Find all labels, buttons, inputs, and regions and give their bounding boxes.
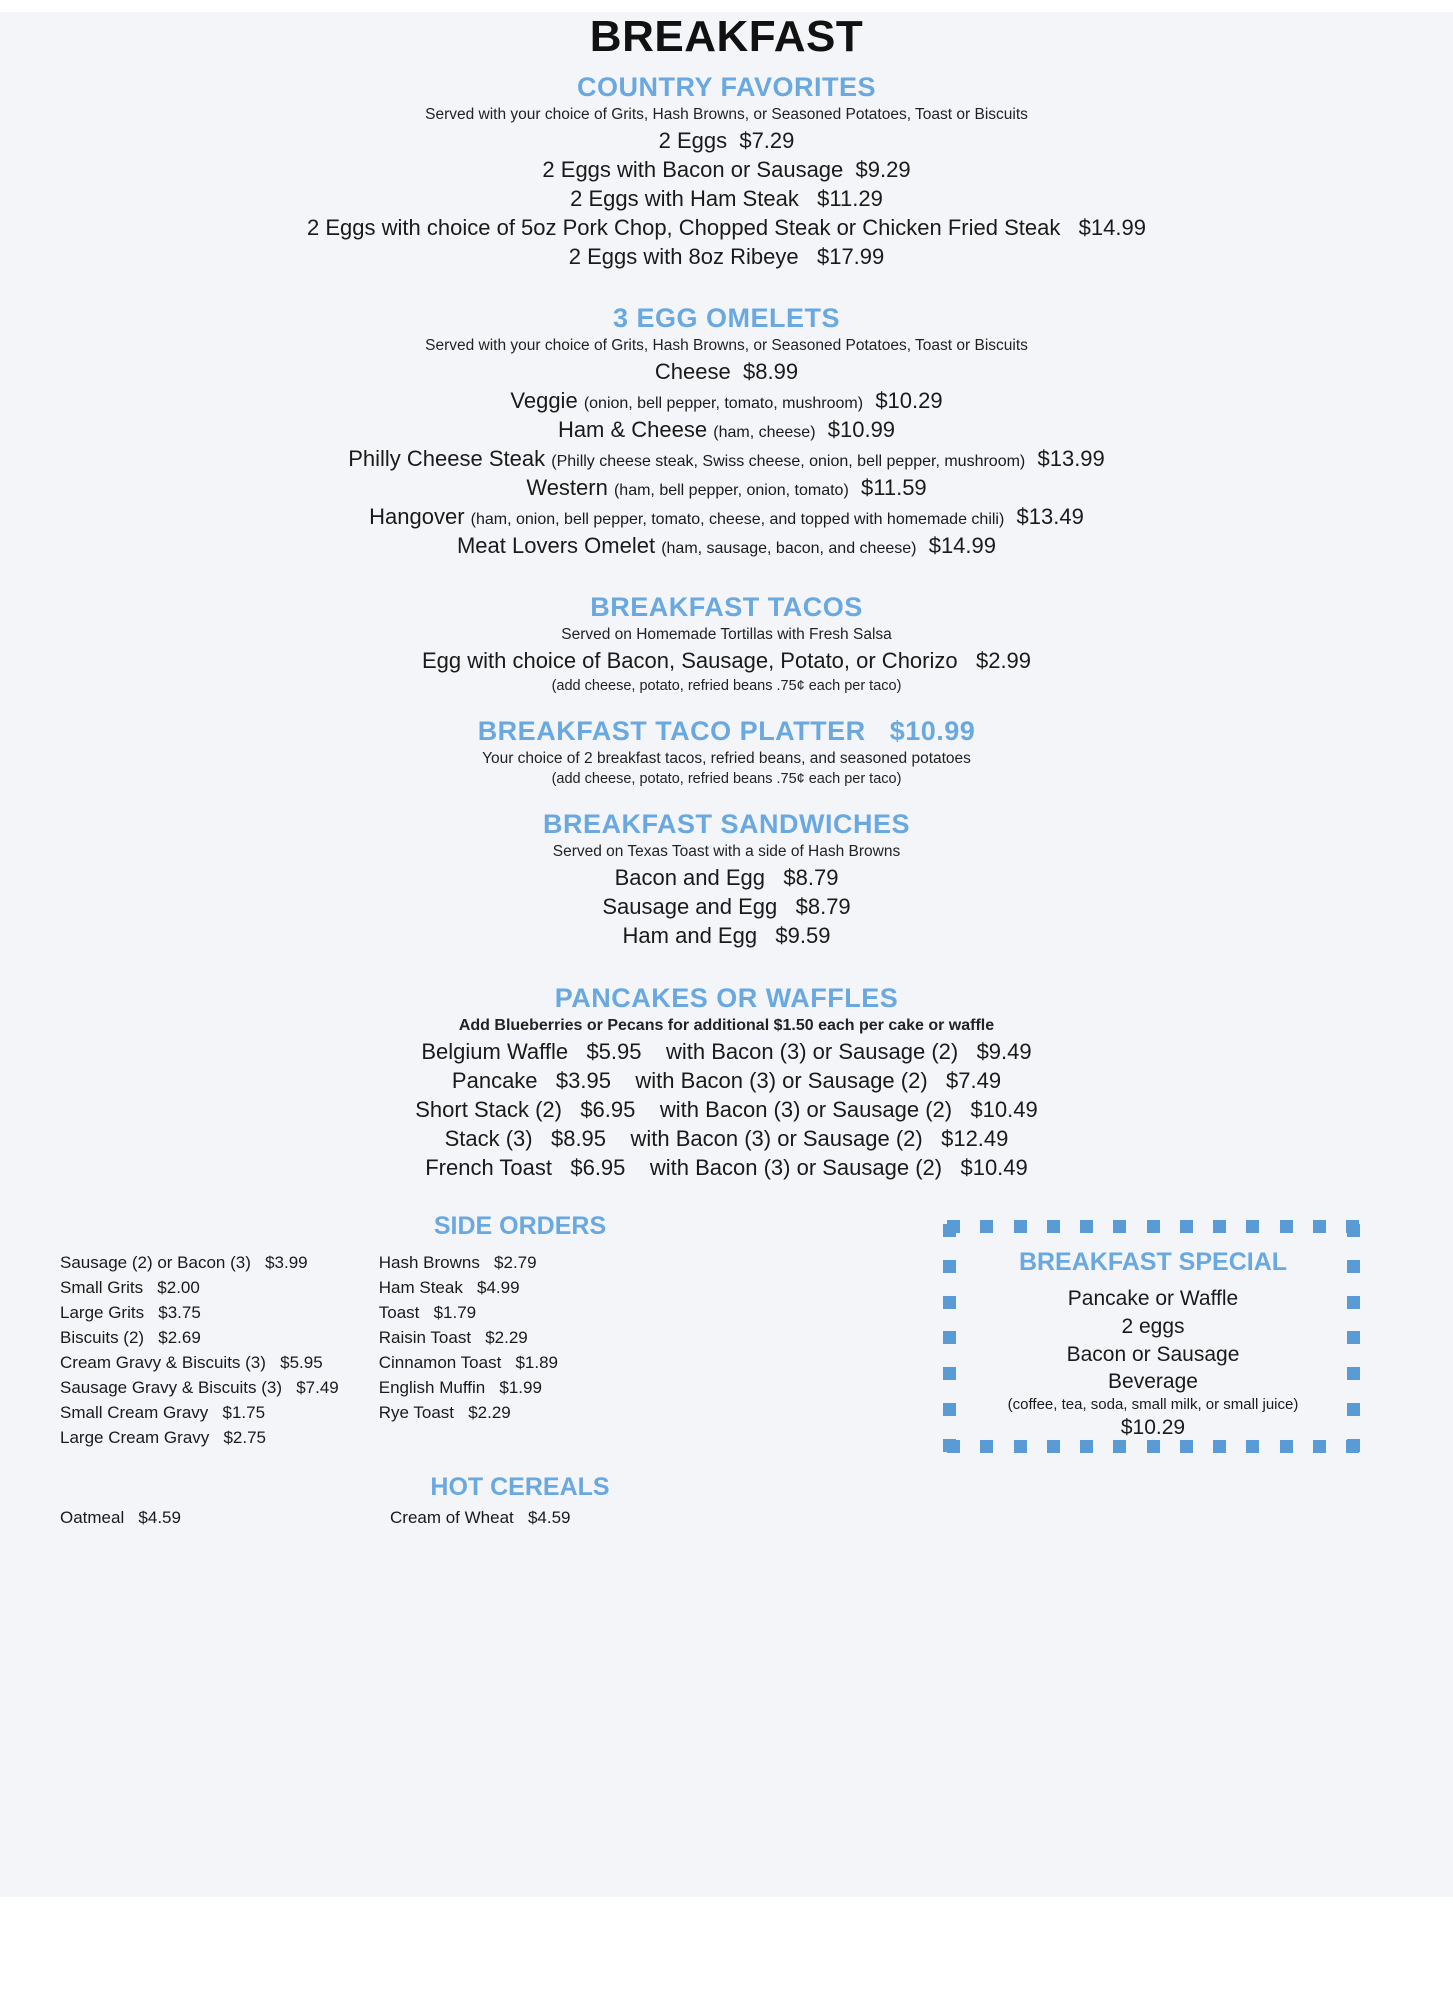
item-price: $7.49 (296, 1377, 339, 1397)
dot-icon (1347, 1331, 1360, 1344)
section-heading: SIDE ORDERS (433, 1211, 607, 1240)
item-name: Meat Lovers Omelet (456, 533, 656, 559)
dot-icon (943, 1260, 956, 1273)
item-name: Hash Browns (378, 1252, 480, 1272)
item-price: $9.29 (855, 157, 911, 183)
special-line: Beverage (1108, 1370, 1198, 1394)
item-price: $2.99 (975, 648, 1032, 674)
item-name: Large Grits (60, 1302, 145, 1322)
item-price: $2.00 (157, 1277, 200, 1297)
list-item (379, 1376, 558, 1401)
dot-icon (1280, 1220, 1293, 1233)
special-note: (coffee, tea, soda, small milk, or small juice) (1007, 1396, 1299, 1414)
list-item (60, 1301, 339, 1326)
list-item (379, 1401, 558, 1426)
item-name: Cheese (654, 359, 731, 385)
dot-icon (1347, 1439, 1360, 1452)
page-title: BREAKFAST (589, 12, 864, 61)
item-price: $3.99 (265, 1252, 308, 1272)
item-name: 2 Eggs with Ham Steak (570, 186, 799, 212)
item-extra-price: $9.49 (976, 1038, 1032, 1064)
item-name: Ham Steak (378, 1277, 463, 1297)
item-price: $11.59 (861, 475, 927, 501)
list-item (379, 1326, 558, 1351)
item-name: French Toast (425, 1154, 552, 1180)
dot-icon (943, 1296, 956, 1309)
item-name: Raisin Toast (378, 1327, 472, 1347)
item-extra-price: $10.49 (970, 1096, 1038, 1122)
item-price: $4.59 (527, 1507, 571, 1527)
list-item (60, 1326, 339, 1351)
menu-item (40, 646, 1413, 675)
section-subheading: Your choice of 2 breakfast tacos, refried beans, and seasoned potatoes (482, 750, 971, 768)
item-name: Ham and Egg (622, 923, 758, 949)
item-desc: (onion, bell pepper, tomato, mushroom) (583, 395, 864, 413)
item-price: $13.99 (1037, 446, 1105, 472)
item-price: $3.95 (555, 1067, 611, 1093)
menu-item (40, 1066, 1413, 1095)
item-price: $1.75 (222, 1402, 266, 1422)
menu-item (40, 357, 1413, 386)
dot-icon (1113, 1220, 1126, 1233)
list-item (60, 1376, 339, 1401)
item-price: $1.89 (515, 1352, 559, 1372)
item-name: Hangover (369, 504, 465, 530)
menu-item (40, 444, 1413, 473)
special-line: Pancake or Waffle (1067, 1286, 1239, 1310)
item-price: $8.95 (550, 1125, 607, 1151)
list-item (390, 1508, 570, 1528)
side-orders-columns (50, 1251, 770, 1451)
item-name: Cream of Wheat (390, 1507, 514, 1527)
item-name: Rye Toast (378, 1402, 455, 1422)
section-heading: 3 EGG OMELETS (612, 303, 841, 334)
dot-icon (1113, 1440, 1126, 1453)
dot-icon (980, 1220, 993, 1233)
menu-item (40, 184, 1413, 213)
item-price: $2.79 (494, 1252, 537, 1272)
item-desc: (ham, cheese) (713, 424, 816, 442)
list-item (60, 1401, 339, 1426)
item-name: Ham & Cheese (557, 417, 708, 443)
list-item (379, 1301, 558, 1326)
dot-icon (1347, 1260, 1360, 1273)
dot-icon (1347, 1403, 1360, 1416)
dot-icon (943, 1224, 956, 1237)
dot-icon (1280, 1440, 1293, 1453)
section-subheading: Served with your choice of Grits, Hash Browns, or Seasoned Potatoes, Toast or Biscuits (425, 337, 1028, 355)
dot-icon (1014, 1440, 1027, 1453)
item-name: Bacon and Egg (614, 865, 766, 891)
menu-item (40, 242, 1413, 271)
section-price: $10.99 (889, 716, 976, 747)
section-footnote: (add cheese, potato, refried beans .75¢ each per taco) (551, 771, 902, 788)
item-price: $6.95 (580, 1096, 636, 1122)
section-heading-hot-cereals: HOT CEREALS (430, 1472, 610, 1501)
section-country-favorites (40, 72, 1413, 271)
item-price: $10.99 (827, 417, 896, 443)
dot-icon (1147, 1220, 1160, 1233)
side-orders-column-left (60, 1251, 339, 1451)
menu-item (40, 531, 1413, 560)
side-orders-column-right (379, 1251, 558, 1451)
dot-icon (943, 1331, 956, 1344)
menu-item (40, 386, 1413, 415)
list-item (379, 1351, 558, 1376)
item-name: Small Grits (60, 1277, 144, 1297)
item-name: 2 Eggs with choice of 5oz Pork Chop, Chopped Steak or Chicken Fried Steak (307, 215, 1061, 241)
item-name: Egg with choice of Bacon, Sausage, Potato, or Chorizo (421, 648, 958, 674)
list-item (60, 1508, 390, 1528)
section-subheading: Served on Homemade Tortillas with Fresh Salsa (561, 626, 892, 644)
item-name: Small Cream Gravy (60, 1402, 209, 1422)
item-name: Veggie (510, 388, 578, 414)
list-item (379, 1276, 558, 1301)
item-extra: with Bacon (3) or Sausage (2) (665, 1038, 959, 1064)
item-price: $11.29 (817, 186, 883, 212)
item-name: English Muffin (378, 1377, 486, 1397)
item-name: Philly Cheese Steak (348, 446, 546, 472)
dot-icon (1313, 1220, 1326, 1233)
item-price: $5.95 (280, 1352, 323, 1372)
item-price: $1.99 (499, 1377, 542, 1397)
item-extra: with Bacon (3) or Sausage (2) (635, 1067, 928, 1093)
item-extra-price: $7.49 (946, 1067, 1002, 1093)
item-price: $4.59 (138, 1507, 181, 1527)
item-price: $17.99 (816, 244, 885, 270)
menu-item (40, 921, 1413, 950)
section-subheading: Served with your choice of Grits, Hash Browns, or Seasoned Potatoes, Toast or Biscuits (425, 106, 1028, 123)
menu-item (40, 1153, 1413, 1182)
section-subheading: Add Blueberries or Pecans for additional $1.50 each per cake or waffle (458, 1016, 995, 1034)
item-price: $13.49 (1016, 504, 1084, 530)
special-price: $10.29 (1120, 1416, 1186, 1440)
dot-icon (1347, 1367, 1360, 1380)
list-item (379, 1251, 558, 1276)
menu-item (40, 1037, 1413, 1066)
dot-icon (1313, 1440, 1326, 1453)
item-desc: (ham, bell pepper, onion, tomato) (613, 482, 849, 500)
list-item (60, 1276, 339, 1301)
item-price: $2.29 (485, 1327, 528, 1347)
dot-icon (943, 1367, 956, 1380)
item-price: $4.99 (477, 1277, 520, 1297)
item-price: $10.29 (875, 388, 943, 414)
section-subheading: Served on Texas Toast with a side of Hash Browns (552, 843, 901, 861)
item-name: Belgium Waffle (421, 1038, 569, 1064)
section-footnote: (add cheese, potato, refried beans .75¢ each per taco) (551, 678, 902, 695)
item-extra: with Bacon (3) or Sausage (2) (649, 1154, 943, 1180)
menu-item (40, 155, 1413, 184)
dot-icon (1080, 1220, 1093, 1233)
menu-item (40, 1095, 1413, 1124)
item-price: $9.59 (775, 923, 831, 949)
dot-icon (1180, 1440, 1193, 1453)
menu-item (40, 892, 1413, 921)
item-name: Biscuits (2) (60, 1327, 145, 1347)
item-desc: (ham, sausage, bacon, and cheese) (661, 540, 917, 558)
item-name: 2 Eggs with 8oz Ribeye (568, 244, 799, 270)
dotted-border-left (943, 1220, 959, 1457)
item-price: $5.95 (586, 1038, 642, 1064)
item-name: Toast (378, 1302, 420, 1322)
hot-cereals-row (50, 1508, 770, 1528)
item-name: Pancake (451, 1067, 538, 1093)
dot-icon (1347, 1224, 1360, 1237)
special-title: BREAKFAST SPECIAL (1018, 1247, 1288, 1276)
item-name: Western (526, 475, 608, 501)
list-item (60, 1426, 339, 1451)
item-price: $8.79 (795, 894, 851, 920)
item-name: Sausage (2) or Bacon (3) (60, 1252, 251, 1272)
special-line: 2 eggs (1121, 1314, 1185, 1338)
dot-icon (1246, 1440, 1259, 1453)
list-item (60, 1251, 339, 1276)
menu-item (40, 415, 1413, 444)
item-price: $7.29 (739, 128, 795, 153)
item-extra-price: $10.49 (960, 1154, 1028, 1180)
item-price: $3.75 (158, 1302, 201, 1322)
section-heading: BREAKFAST TACOS (590, 592, 863, 623)
menu-item (40, 502, 1413, 531)
item-price: $8.99 (743, 359, 799, 385)
item-extra: with Bacon (3) or Sausage (2) (630, 1125, 923, 1151)
item-name: Large Cream Gravy (60, 1427, 210, 1447)
dot-icon (1180, 1220, 1193, 1233)
item-price: $2.29 (468, 1402, 511, 1422)
section-heading: COUNTRY FAVORITES (576, 72, 877, 102)
dotted-border-bottom (943, 1440, 1363, 1456)
item-price: $14.99 (1078, 215, 1146, 241)
dotted-border-top (943, 1220, 1363, 1236)
item-extra-price: $12.49 (941, 1125, 1009, 1151)
dot-icon (943, 1403, 956, 1416)
dot-icon (1246, 1220, 1259, 1233)
dot-icon (1047, 1440, 1060, 1453)
item-name: Oatmeal (60, 1507, 125, 1527)
item-price: $1.79 (433, 1302, 477, 1322)
menu-page (0, 12, 1453, 2012)
dot-icon (1213, 1440, 1226, 1453)
dot-icon (980, 1440, 993, 1453)
breakfast-special-box (943, 1220, 1363, 1457)
item-name: 2 Eggs (658, 128, 728, 153)
section-pancakes-or-waffles (40, 983, 1413, 1182)
section-side-orders (50, 1212, 770, 1528)
item-name: 2 Eggs with Bacon or Sausage (542, 157, 844, 183)
menu-item (40, 1124, 1413, 1153)
section-breakfast-taco-platter (40, 716, 1413, 787)
menu-item (40, 473, 1413, 502)
special-line: Bacon or Sausage (1066, 1342, 1240, 1366)
section-breakfast-tacos (40, 592, 1413, 694)
section-heading: PANCAKES OR WAFFLES (554, 982, 899, 1013)
item-extra: with Bacon (3) or Sausage (2) (659, 1096, 953, 1122)
section-3-egg-omelets (40, 303, 1413, 560)
dot-icon (1347, 1296, 1360, 1309)
dot-icon (1080, 1440, 1093, 1453)
item-price: $6.95 (570, 1154, 626, 1180)
item-desc: (Philly cheese steak, Swiss cheese, onion, bell pepper, mushroom) (551, 453, 1026, 471)
page-bottom-margin (0, 1897, 1453, 2012)
item-name: Sausage and Egg (602, 894, 778, 920)
section-heading: BREAKFAST SANDWICHES (542, 809, 910, 840)
item-price: $8.79 (783, 865, 839, 891)
dot-icon (943, 1439, 956, 1452)
menu-item (40, 863, 1413, 892)
item-price: $2.75 (223, 1427, 266, 1447)
item-name: Cream Gravy & Biscuits (3) (60, 1352, 266, 1372)
item-name: Stack (3) (444, 1125, 533, 1151)
item-desc: (ham, onion, bell pepper, tomato, cheese, and topped with homemade chili) (470, 511, 1005, 529)
section-breakfast-sandwiches (40, 809, 1413, 950)
menu-item (40, 126, 1413, 155)
menu-item (40, 213, 1413, 242)
item-price: $14.99 (928, 533, 996, 559)
dotted-border-right (1347, 1220, 1363, 1457)
section-heading: BREAKFAST TACO PLATTER (477, 716, 866, 747)
item-name: Sausage Gravy & Biscuits (3) (60, 1377, 283, 1397)
dot-icon (1147, 1440, 1160, 1453)
item-price: $2.69 (158, 1327, 201, 1347)
item-name: Short Stack (2) (415, 1096, 562, 1122)
list-item (60, 1351, 339, 1376)
dot-icon (1213, 1220, 1226, 1233)
dot-icon (1014, 1220, 1027, 1233)
dot-icon (1047, 1220, 1060, 1233)
item-name: Cinnamon Toast (378, 1352, 502, 1372)
section-heading-row (40, 716, 1413, 747)
bottom-area (40, 1212, 1413, 1542)
